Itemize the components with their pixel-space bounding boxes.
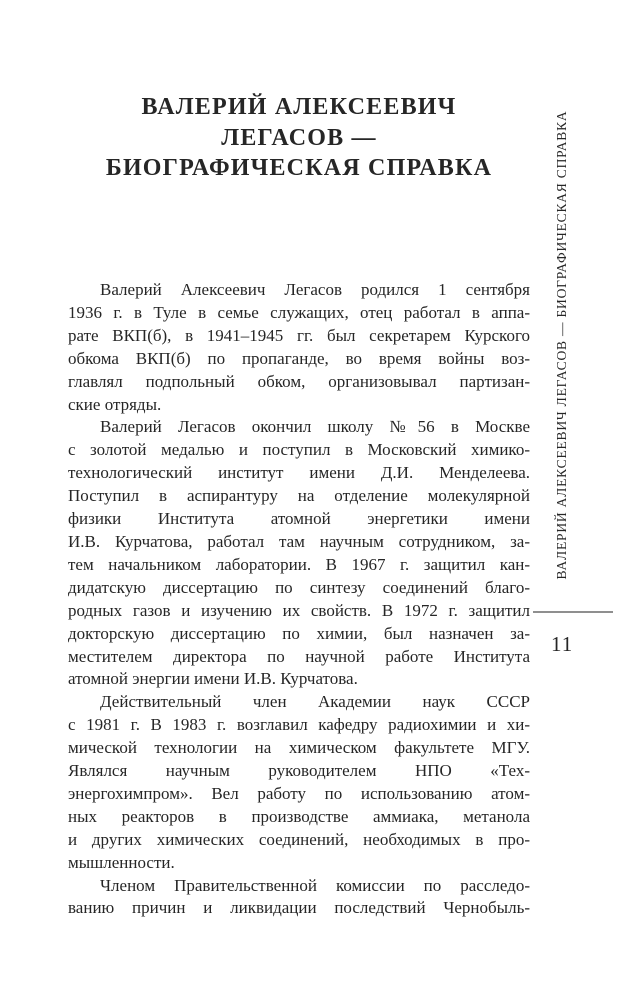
chapter-title-line-1: ВАЛЕРИЙ АЛЕКСЕЕВИЧ <box>141 94 457 120</box>
text-line: ванию причин и ликвидации последствий Чернобыль- <box>68 898 530 918</box>
text-line: с золотой медалью и поступил в Московский химико- <box>68 440 530 460</box>
paragraph <box>68 416 530 691</box>
text-line: Действительный член Академии наук СССР <box>100 692 530 712</box>
paragraph <box>68 691 530 874</box>
text-line: Являлся научным руководителем НПО «Тех- <box>68 761 530 781</box>
sidebar-rule <box>533 611 613 613</box>
chapter-title-line-3: БИОГРАФИЧЕСКАЯ СПРАВКА <box>105 155 493 181</box>
text-line: с 1981 г. В 1983 г. возглавил кафедру радиохимии и хи- <box>68 715 530 735</box>
text-line: тем начальником лаборатории. В 1967 г. защитил кан- <box>68 554 530 574</box>
chapter-title <box>68 92 530 184</box>
text-line: 1936 г. в Туле в семье служащих, отец работал в аппа- <box>68 302 530 322</box>
text-line: Валерий Легасов окончил школу №56 в Москве <box>100 417 530 437</box>
chapter-title-line-2: ЛЕГАСОВ — <box>221 124 377 151</box>
page-number: 11 <box>551 632 574 656</box>
text-line: обкома ВКП(б) по пропаганде, во время войны воз- <box>68 348 530 368</box>
text-line: докторскую диссертацию по химии, был назначен за- <box>68 623 530 643</box>
text-line: главлял подпольный обком, организовывал партизан- <box>68 371 530 391</box>
body-text <box>68 279 530 920</box>
text-line: родных газов и изучению их свойств. В 1972 г. защитил <box>68 600 530 620</box>
text-line: мышленности. <box>68 852 175 872</box>
text-line: атомной энергии имени И.В. Курчатова. <box>68 669 358 689</box>
paragraph <box>68 279 530 416</box>
text-line: технологический институт имени Д.И. Менделеева. <box>68 463 530 483</box>
text-line: дидатскую диссертацию по синтезу соединений благо- <box>68 577 530 597</box>
running-title-vertical: ВАЛЕРИЙ АЛЕКСЕЕВИЧ ЛЕГАСОВ — БИОГРАФИЧЕСКАЯ СПРАВКА <box>554 110 569 580</box>
text-line: И.В. Курчатова, работал там научным сотрудником, за- <box>68 531 530 551</box>
paragraph <box>68 875 530 921</box>
text-line: и других химических соединений, необходимых в про- <box>68 829 530 849</box>
text-line: рате ВКП(б), в 1941–1945 гг. был секретарем Курского <box>68 325 530 345</box>
text-line: физики Института атомной энергетики имени <box>68 509 530 529</box>
text-line: Поступил в аспирантуру на отделение молекулярной <box>68 486 530 506</box>
text-line: ных реакторов в производстве аммиака, метанола <box>68 806 530 826</box>
text-line: энергохимпром». Вел работу по использованию атом- <box>68 783 530 803</box>
text-line: мической технологии на химическом факультете МГУ. <box>68 738 530 758</box>
text-line: ские отряды. <box>68 394 162 414</box>
text-line: Валерий Алексеевич Легасов родился 1 сентября <box>100 280 530 299</box>
text-line: местителем директора по научной работе Института <box>68 646 530 666</box>
text-line: Членом Правительственной комиссии по расследо- <box>100 875 530 895</box>
